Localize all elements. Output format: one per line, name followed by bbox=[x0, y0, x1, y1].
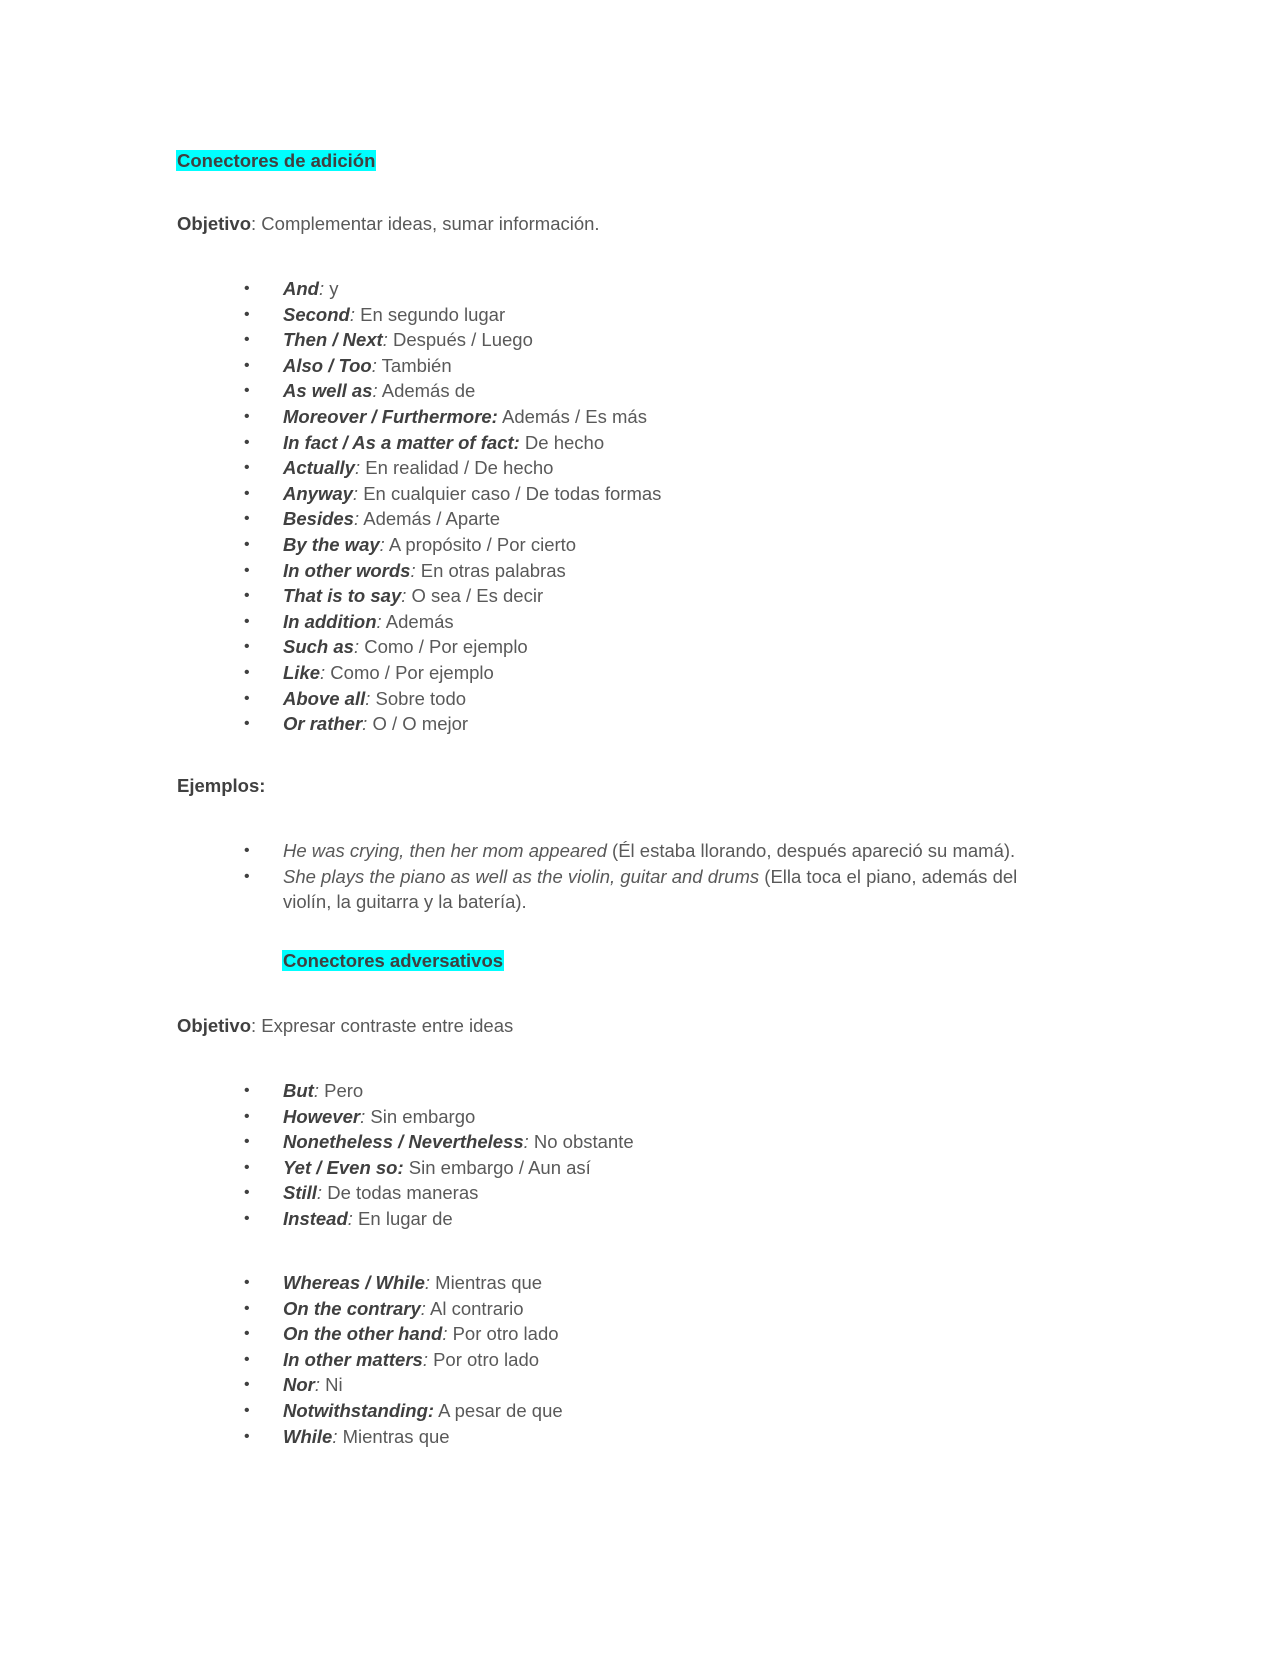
connector-meaning: Además bbox=[381, 610, 454, 632]
bullet-icon: • bbox=[244, 842, 250, 859]
objective-adicion bbox=[177, 211, 600, 236]
bullet-icon: • bbox=[244, 433, 250, 451]
connector-colon: : bbox=[354, 457, 361, 479]
connector-meaning: En cualquier caso / De todas formas bbox=[358, 482, 662, 504]
connector-colon: : bbox=[382, 329, 388, 351]
list-item bbox=[177, 686, 1057, 712]
example-item bbox=[177, 864, 1057, 915]
connector-meaning: Como / Por ejemplo bbox=[325, 661, 494, 683]
connector-colon: : bbox=[353, 508, 360, 530]
connector-colon: : bbox=[353, 636, 360, 658]
bullet-icon: • bbox=[244, 1107, 250, 1125]
objective-text: : Expresar contraste entre ideas bbox=[251, 1015, 514, 1036]
bullet-icon: • bbox=[244, 1184, 250, 1202]
connector-colon: : bbox=[424, 1272, 431, 1293]
connector-term: Then / Next bbox=[283, 329, 383, 351]
connector-meaning: A propósito / Por cierto bbox=[384, 533, 577, 555]
connector-meaning: Sobre todo bbox=[370, 687, 467, 709]
bullet-icon: • bbox=[244, 535, 250, 553]
connector-meaning: A pesar de que bbox=[434, 1399, 563, 1421]
connector-term: Such as bbox=[283, 636, 354, 658]
connector-term: Anyway bbox=[283, 482, 353, 504]
connector-meaning: En realidad / De hecho bbox=[360, 457, 554, 479]
list-item bbox=[177, 558, 1057, 584]
bullet-icon: • bbox=[244, 1427, 250, 1445]
connector-meaning: Después / Luego bbox=[387, 329, 533, 351]
connector-colon: : bbox=[422, 1348, 428, 1370]
section-title-text: Conectores adversativos bbox=[283, 950, 504, 971]
connector-meaning: De todas maneras bbox=[322, 1182, 479, 1204]
connector-term: As well as bbox=[283, 380, 373, 402]
list-item bbox=[177, 276, 1057, 302]
connector-term: Or rather bbox=[283, 713, 363, 735]
connector-meaning: Sin embargo bbox=[365, 1105, 476, 1127]
connector-meaning: Por otro lado bbox=[427, 1348, 540, 1370]
connector-meaning: Al contrario bbox=[425, 1297, 524, 1319]
connector-colon: : bbox=[410, 559, 416, 581]
connector-term: In other words bbox=[283, 559, 411, 581]
list-item bbox=[177, 455, 1057, 481]
list-item bbox=[177, 353, 1057, 379]
list-item bbox=[177, 1078, 1057, 1104]
connector-term: Actually bbox=[283, 457, 355, 479]
connector-colon: : bbox=[362, 713, 368, 735]
bullet-icon: • bbox=[244, 1350, 250, 1368]
list-item bbox=[177, 1347, 1057, 1373]
connector-term: Still bbox=[283, 1182, 317, 1204]
bullet-icon: • bbox=[244, 1209, 250, 1227]
examples-label: Ejemplos: bbox=[177, 775, 266, 796]
connector-term: Also / Too bbox=[283, 354, 372, 376]
examples-list bbox=[177, 838, 1057, 915]
bullet-icon: • bbox=[244, 689, 250, 707]
connector-meaning: O sea / Es decir bbox=[406, 585, 544, 607]
bullet-icon: • bbox=[244, 305, 250, 323]
connector-term: But bbox=[283, 1080, 314, 1101]
connector-term: In other matters bbox=[283, 1348, 423, 1370]
section-title-adicion bbox=[176, 148, 376, 173]
connector-meaning: No obstante bbox=[528, 1131, 634, 1153]
bullet-icon: • bbox=[244, 1133, 250, 1151]
connector-meaning: Mientras que bbox=[337, 1425, 450, 1447]
connector-term: Whereas / While bbox=[283, 1272, 425, 1293]
bullet-icon: • bbox=[244, 484, 250, 502]
bullet-icon: • bbox=[244, 510, 250, 528]
connector-colon: : bbox=[318, 278, 325, 299]
objective-adversativos bbox=[177, 1013, 513, 1038]
list-item bbox=[177, 1129, 1057, 1155]
connector-term: Above all bbox=[283, 687, 366, 709]
connector-colon: : bbox=[401, 585, 407, 607]
bullet-icon: • bbox=[244, 663, 250, 681]
bullet-icon: • bbox=[244, 715, 250, 733]
list-item bbox=[177, 1321, 1057, 1347]
connector-colon: : bbox=[372, 380, 378, 402]
connector-meaning: Como / Por ejemplo bbox=[359, 636, 528, 658]
section-title-text: Conectores de adición bbox=[177, 150, 376, 171]
connector-colon: : bbox=[523, 1131, 529, 1153]
list-item bbox=[177, 430, 1057, 456]
examples-heading bbox=[177, 773, 265, 798]
list-item bbox=[177, 583, 1057, 609]
connector-meaning: Por otro lado bbox=[447, 1323, 559, 1345]
bullet-icon: • bbox=[244, 1299, 250, 1317]
bullet-icon: • bbox=[244, 1401, 250, 1419]
example-item bbox=[177, 838, 1057, 864]
example-english: She plays the piano as well as the violin, guitar and drums bbox=[283, 865, 760, 887]
connector-meaning: En lugar de bbox=[352, 1207, 453, 1229]
connector-colon: : bbox=[320, 661, 326, 683]
connector-colon: : bbox=[332, 1425, 338, 1447]
bullet-icon: • bbox=[244, 1376, 250, 1394]
bullet-icon: • bbox=[244, 356, 250, 374]
list-item bbox=[177, 660, 1057, 686]
list-item bbox=[177, 1424, 1057, 1450]
bullet-icon: • bbox=[244, 407, 250, 425]
connector-term: Nonetheless / Nevertheless bbox=[283, 1131, 524, 1153]
connector-term: Like bbox=[283, 661, 321, 683]
connector-colon: : bbox=[314, 1374, 321, 1396]
connector-colon: : bbox=[442, 1323, 448, 1345]
connector-meaning: Mientras que bbox=[430, 1272, 543, 1293]
connector-meaning: Además / Aparte bbox=[359, 508, 501, 530]
connector-meaning: Sin embargo / Aun así bbox=[403, 1156, 591, 1178]
bullet-icon: • bbox=[244, 459, 250, 477]
connector-term: That is to say bbox=[283, 585, 402, 607]
list-item bbox=[177, 1296, 1057, 1322]
bullet-icon: • bbox=[244, 587, 250, 605]
example-spanish: (Él estaba llorando, después apareció su mamá). bbox=[606, 840, 1016, 861]
connectors-list-adversativos-b bbox=[177, 1270, 1057, 1449]
connector-colon: : bbox=[352, 482, 359, 504]
list-item bbox=[177, 1180, 1057, 1206]
connector-term: On the other hand bbox=[283, 1323, 443, 1345]
connectors-list-adicion bbox=[177, 276, 1057, 737]
connector-meaning: En segundo lugar bbox=[354, 303, 506, 325]
list-item bbox=[177, 1104, 1057, 1130]
connector-term: On the contrary bbox=[283, 1297, 421, 1319]
bullet-icon: • bbox=[244, 561, 250, 579]
bullet-icon: • bbox=[244, 1082, 250, 1099]
list-item bbox=[177, 1206, 1057, 1232]
list-item bbox=[177, 481, 1057, 507]
connector-meaning: Además / Es más bbox=[497, 405, 647, 427]
bullet-icon: • bbox=[244, 331, 250, 349]
list-item bbox=[177, 532, 1057, 558]
connector-meaning: y bbox=[324, 278, 339, 299]
connector-term: Yet / Even so: bbox=[283, 1156, 404, 1178]
connector-term: In fact / As a matter of fact: bbox=[283, 431, 520, 453]
list-item bbox=[177, 1398, 1057, 1424]
bullet-icon: • bbox=[244, 612, 250, 630]
connector-colon: : bbox=[313, 1080, 319, 1101]
connector-meaning: Además de bbox=[377, 380, 476, 402]
section-title-adversativos bbox=[282, 948, 504, 973]
bullet-icon: • bbox=[244, 867, 250, 885]
connector-term: Notwithstanding: bbox=[283, 1399, 435, 1421]
connector-colon: : bbox=[360, 1105, 366, 1127]
connector-term: In addition bbox=[283, 610, 377, 632]
list-item bbox=[177, 302, 1057, 328]
list-item bbox=[177, 609, 1057, 635]
list-item bbox=[177, 404, 1057, 430]
list-item bbox=[177, 327, 1057, 353]
bullet-icon: • bbox=[244, 638, 250, 656]
connector-colon: : bbox=[420, 1297, 426, 1319]
objective-text: : Complementar ideas, sumar información. bbox=[251, 213, 600, 234]
bullet-icon: • bbox=[244, 382, 250, 400]
connector-colon: : bbox=[349, 303, 355, 325]
list-item bbox=[177, 1155, 1057, 1181]
connector-colon: : bbox=[379, 533, 385, 555]
connector-term: Besides bbox=[283, 508, 354, 530]
bullet-icon: • bbox=[244, 1325, 250, 1343]
connector-term: However bbox=[283, 1105, 361, 1127]
list-item bbox=[177, 506, 1057, 532]
connector-colon: : bbox=[316, 1182, 323, 1204]
connector-colon: : bbox=[371, 354, 377, 376]
connector-term: Moreover / Furthermore: bbox=[283, 405, 498, 427]
bullet-icon: • bbox=[244, 1274, 250, 1291]
connector-colon: : bbox=[376, 610, 382, 632]
connector-term: Nor bbox=[283, 1374, 315, 1396]
connectors-list-adversativos-a bbox=[177, 1078, 1057, 1232]
connector-meaning: También bbox=[376, 354, 452, 376]
list-item bbox=[177, 1372, 1057, 1398]
list-item bbox=[177, 1270, 1057, 1296]
connector-meaning: Ni bbox=[320, 1374, 343, 1396]
list-item bbox=[177, 378, 1057, 404]
connector-meaning: En otras palabras bbox=[415, 559, 566, 581]
connector-term: Second bbox=[283, 303, 350, 325]
connector-term: While bbox=[283, 1425, 333, 1447]
example-spanish: (Ella toca el piano, además del violín, la guitarra y la batería). bbox=[283, 865, 1018, 913]
connector-term: And bbox=[283, 278, 319, 299]
connector-term: Instead bbox=[283, 1207, 348, 1229]
list-item bbox=[177, 711, 1057, 737]
bullet-icon: • bbox=[244, 280, 250, 297]
objective-label: Objetivo bbox=[177, 1015, 252, 1036]
connector-term: By the way bbox=[283, 533, 380, 555]
connector-meaning: De hecho bbox=[519, 431, 605, 453]
example-english: He was crying, then her mom appeared bbox=[283, 840, 607, 861]
list-item bbox=[177, 634, 1057, 660]
connector-colon: : bbox=[347, 1207, 353, 1229]
connector-meaning: Pero bbox=[318, 1080, 364, 1101]
connector-meaning: O / O mejor bbox=[367, 713, 469, 735]
connector-colon: : bbox=[365, 687, 371, 709]
bullet-icon: • bbox=[244, 1158, 250, 1176]
objective-label: Objetivo bbox=[177, 213, 252, 234]
